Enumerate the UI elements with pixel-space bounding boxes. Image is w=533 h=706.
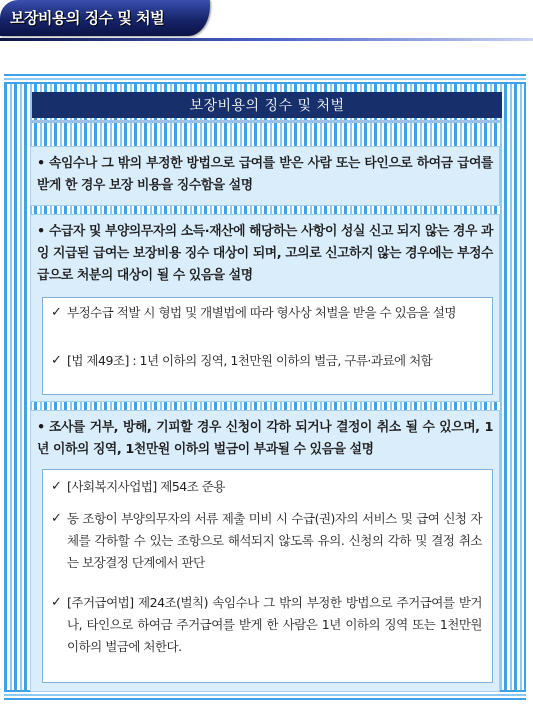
check-icon: ✓ [51,511,62,526]
header-tab-title: 보장비용의 징수 및 처벌 [10,9,165,27]
frame-top-stripe [4,74,526,84]
list-item: ✓ [법 제49조] : 1년 이하의 징역, 1천만원 이하의 벌금, 구류·과료에 처함 [51,350,482,372]
section-title-bar [32,92,502,118]
header-divider [0,38,533,41]
list-item: ✓ 부정수급 적발 시 형법 및 개별법에 따라 형사상 처벌을 받을 수 있음을 설명 [51,302,482,324]
title-underline [32,120,502,123]
bullet-icon: • [37,156,45,171]
list-item: ✓ [주거급여법] 제24조(벌칙) 속임수나 그 밖의 부정한 방법으로 주거급여를 받거나, 타인으로 하여금 주거급여를 받게 한 사람은 1년 이하의 징역 또는 1천만원 이하의 벌금에 처한다. [51,592,482,658]
section-2-sublist [42,297,493,395]
section-box-3 [30,410,500,692]
check-icon: ✓ [51,353,62,368]
check-icon: ✓ [51,305,62,320]
bullet-icon: • [37,224,45,239]
section-1-text: • 속임수나 그 밖의 부정한 방법으로 급여를 받은 사람 또는 타인으로 하여금 급여를 받게 한 경우 보장 비용을 징수함을 설명 [37,153,493,197]
section-box-1 [30,146,500,206]
section-3-sublist [42,469,493,683]
section-title: 보장비용의 징수 및 처벌 [189,98,345,114]
check-icon: ✓ [51,479,62,494]
section-3-text: • 조사를 거부, 방해, 기피할 경우 신청이 각하 되거나 결정이 취소 될 수 있으며, 1년 이하의 징역, 1천만원 이하의 벌금이 부과될 수 있음을 설명 [37,417,493,461]
section-box-2 [30,214,500,402]
list-item: ✓ [사회복지사업법] 제54조 준용 [51,476,482,498]
check-icon: ✓ [51,595,62,610]
bullet-icon: • [37,420,45,435]
list-item: ✓ 동 조항이 부양의무자의 서류 제출 미비 시 수급(권)자의 서비스 및 급여 신청 자체를 각하할 수 있는 조항으로 해석되지 않도록 유의. 신청의 각하 및 결정 취소는 보장결정 단계에서 판단 [51,508,482,574]
section-2-text: • 수급자 및 부양의무자의 소득·재산에 해당하는 사항이 성실 신고 되지 않는 경우 과잉 지급된 급여는 보장비용 징수 대상이 되며, 고의로 신고하지 않는 경우에는 부정수급으로 처분의 대상이 될 수 있음을 설명 [37,221,493,287]
header-tab [0,0,210,36]
